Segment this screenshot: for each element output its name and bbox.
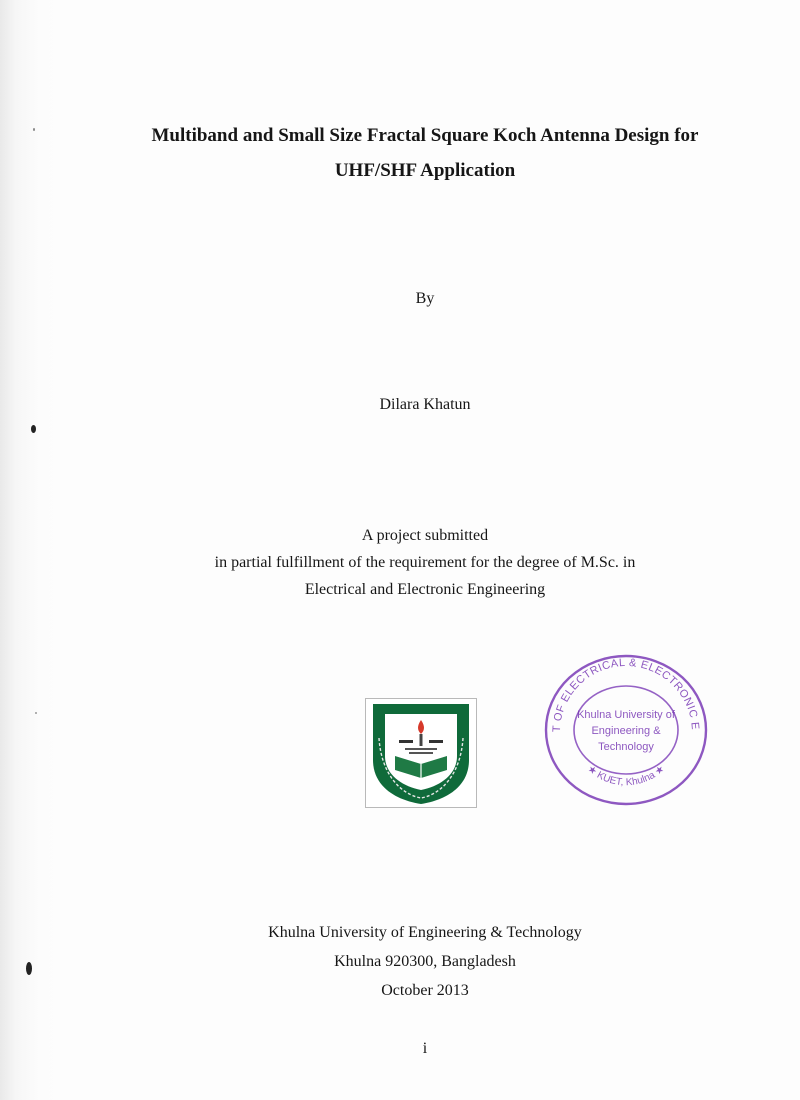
university-address: Khulna 920300, Bangladesh (334, 953, 516, 970)
scan-speck (35, 712, 37, 714)
submission-line-3: Electrical and Electronic Engineering (304, 581, 546, 598)
institution-block (100, 918, 750, 1005)
submission-line-1: A project submitted (361, 527, 489, 544)
author-name: Dilara Khatun (379, 396, 471, 413)
university-name: Khulna University of Engineering & Technology (268, 924, 582, 941)
submission-date: October 2013 (381, 982, 469, 999)
svg-text:Engineering &: Engineering & (591, 725, 661, 737)
department-seal-stamp (538, 648, 714, 808)
svg-text:Technology: Technology (598, 741, 654, 753)
title-line-1: Multiband and Small Size Fractal Square Koch Antenna Design for (151, 125, 699, 146)
svg-text:DEPARTMENT OF ELECTRICAL & ELE: T OF ELECTRICAL & ELECTRONIC E (550, 656, 702, 733)
scan-speck (31, 425, 36, 433)
scan-shadow-edge (0, 0, 58, 1100)
svg-text:★ KUET, Khulna ★: ★ KUET, Khulna ★ (585, 763, 667, 789)
page-number: i (422, 1040, 428, 1057)
scan-speck (33, 128, 35, 131)
scan-speck (26, 962, 32, 975)
submission-line-2: in partial fulfillment of the requirement for the degree of M.Sc. in (214, 554, 636, 571)
submission-statement (100, 522, 750, 603)
by-label: By (415, 290, 435, 307)
title-line-2: UHF/SHF Application (334, 160, 516, 181)
university-crest-icon (365, 698, 477, 808)
thesis-title (100, 118, 750, 188)
svg-text:Khulna University of: Khulna University of (577, 709, 675, 721)
